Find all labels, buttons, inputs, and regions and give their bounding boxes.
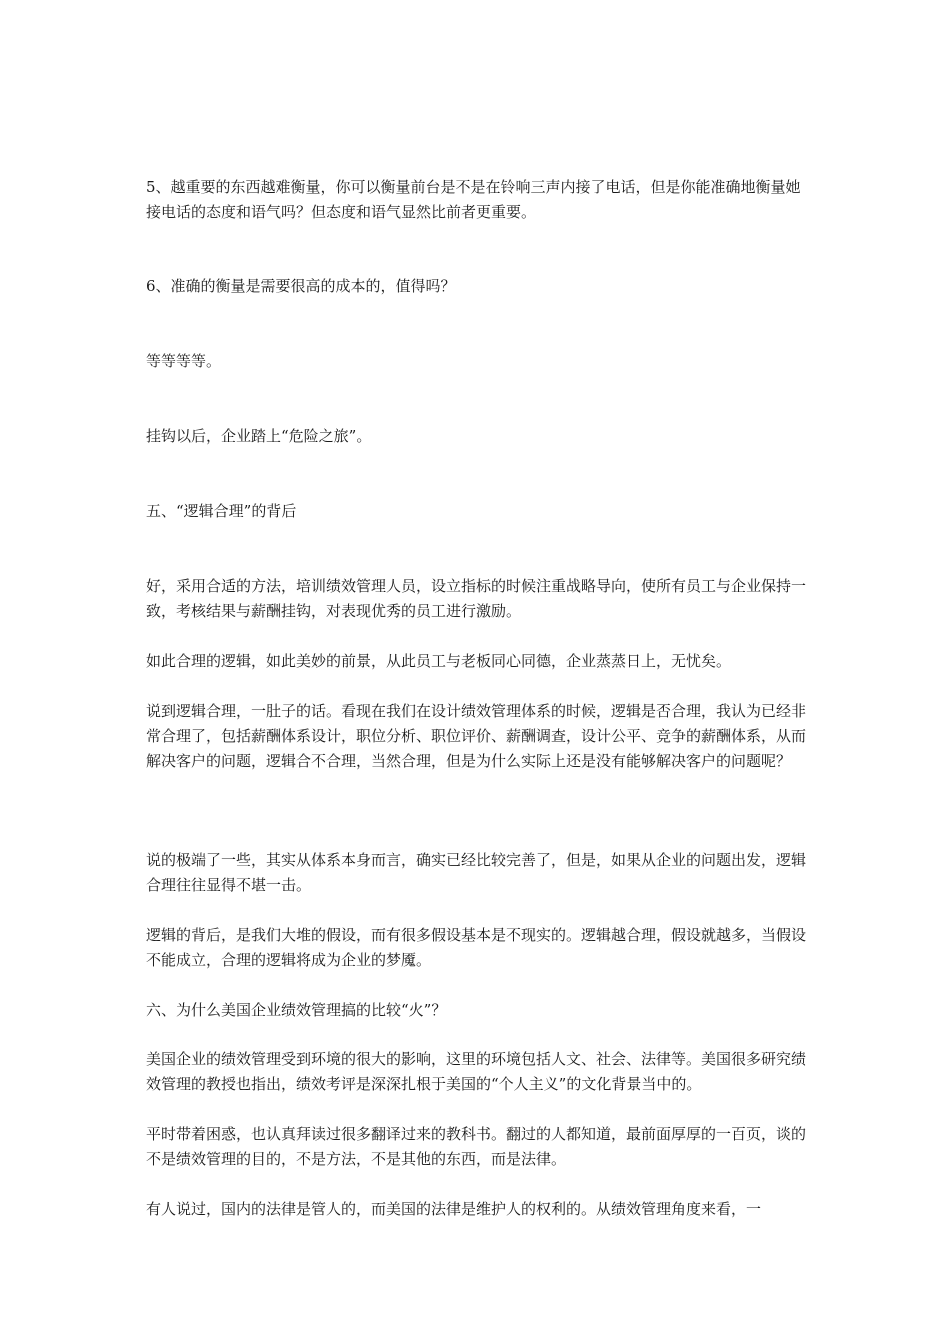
paragraph-logic-reasonable: 说到逻辑合理，一肚子的话。看现在我们在设计绩效管理体系的时候，逻辑是否合理，我认为已经非常合理了，包括薪酬体系设计，职位分析、职位评价、薪酬调查，设计公平、竞争的薪酬体系，从而解决客户的问题，逻辑合不合理，当然合理，但是为什么实际上还是没有能够解决客户的问题呢？ [146, 702, 807, 770]
paragraph-point-6: 6、准确的衡量是需要很高的成本的，值得吗？ [146, 277, 456, 295]
paragraph-assumptions: 逻辑的背后，是我们大堆的假设，而有很多假设基本是不现实的。逻辑越合理，假设就越多，当假设不能成立，合理的逻辑将成为企业的梦魇。 [146, 926, 807, 969]
section-heading-5: 五、“逻辑合理”的背后 [146, 502, 297, 520]
paragraph-etc: 等等等等。 [146, 352, 222, 370]
paragraph-point-5: 5、越重要的东西越难衡量，你可以衡量前台是不是在铃响三声内接了电话，但是你能准确地衡量她接电话的态度和语气吗？但态度和语气显然比前者更重要。 [146, 178, 801, 221]
paragraph-law: 有人说过，国内的法律是管人的，而美国的法律是维护人的权利的。从绩效管理角度来看，一 [146, 1200, 762, 1218]
paragraph-logic-prospect: 如此合理的逻辑，如此美妙的前景，从此员工与老板同心同德，企业蒸蒸日上，无忧矣。 [146, 652, 732, 670]
section-heading-6: 六、为什么美国企业绩效管理搞的比较“火”？ [146, 1001, 447, 1019]
paragraph-danger-journey: 挂钩以后，企业踏上“危险之旅”。 [146, 427, 372, 445]
paragraph-method: 好，采用合适的方法，培训绩效管理人员，设立指标的时候注重战略导向，使所有员工与企业保持一致，考核结果与薪酬挂钩，对表现优秀的员工进行激励。 [146, 577, 807, 620]
paragraph-us-environment: 美国企业的绩效管理受到环境的很大的影响，这里的环境包括人文、社会、法律等。美国很多研究绩效管理的教授也指出，绩效考评是深深扎根于美国的“个人主义”的文化背景当中的。 [146, 1050, 807, 1093]
paragraph-extreme: 说的极端了一些，其实从体系本身而言，确实已经比较完善了，但是，如果从企业的问题出发，逻辑合理往往显得不堪一击。 [146, 851, 807, 894]
paragraph-textbooks: 平时带着困惑，也认真拜读过很多翻译过来的教科书。翻过的人都知道，最前面厚厚的一百页，谈的不是绩效管理的目的，不是方法，不是其他的东西，而是法律。 [146, 1125, 807, 1168]
